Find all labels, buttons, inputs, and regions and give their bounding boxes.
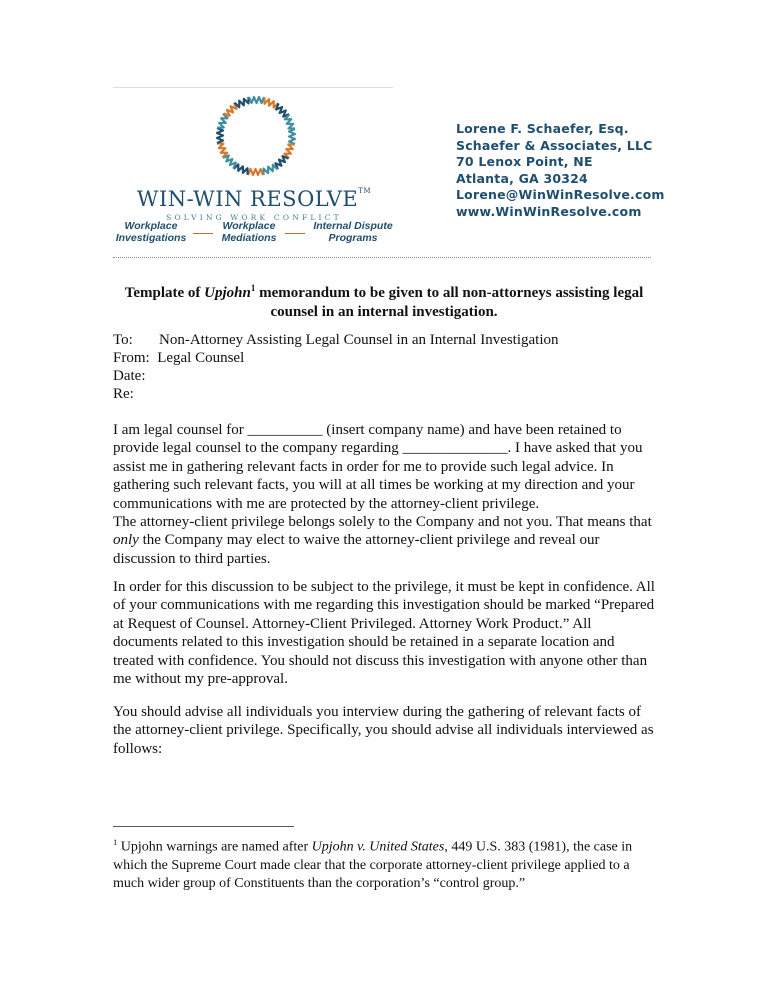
- contact-email[interactable]: Lorene@WinWinResolve.com: [456, 187, 665, 203]
- field-from: From: Legal Counsel: [113, 350, 245, 366]
- service-workplace-investigations: Workplace Investigations: [115, 220, 187, 244]
- contact-block: [456, 121, 665, 221]
- service-workplace-mediations: Workplace Mediations: [221, 220, 277, 244]
- brand-tagline: SOLVING WORK CONFLICT: [166, 213, 342, 222]
- contact-website[interactable]: www.WinWinResolve.com: [456, 203, 642, 219]
- field-re: Re:: [113, 386, 134, 402]
- logo-ring-icon: [201, 86, 311, 186]
- paragraph-advise-individuals: You should advise all individuals you interview during the gathering of relevant facts of the attorney-client privilege. Specifically, you should advise all individuals interviewed as follows:: [113, 704, 654, 757]
- service-separator: [285, 233, 305, 234]
- footnote-separator: [113, 826, 294, 827]
- contact-city: Atlanta, GA 30324: [456, 170, 588, 186]
- memo-fields: [113, 331, 653, 403]
- header-divider: [113, 257, 651, 258]
- field-date: Date:: [113, 368, 146, 384]
- contact-name: Lorene F. Schaefer, Esq.: [456, 121, 629, 136]
- contact-street: 70 Lenox Point, NE: [456, 154, 593, 170]
- service-internal-dispute-programs: Internal Dispute Programs: [313, 220, 393, 244]
- service-separator: [193, 233, 213, 234]
- memo-title: Template of Upjohn$^1$ memorandum to be given to all non-attorneys assisting legal counsel in an internal investigation.: [124, 283, 644, 320]
- paragraph-intro: I am legal counsel for __________ (insert company name) and have been retained to provide legal counsel to the company regarding ______________. I have asked that you assist me in gathering relevant facts in order for me to provide such legal advice. In gathering such relevant facts, you will at all times be working at my direction and your communications with me are protected by the attorney-client privilege. The attorney-client privilege belongs solely to the Company and not you. That means that only the Company may elect to waive the attorney-client privilege and reveal our discussion to third parties.: [113, 422, 652, 567]
- contact-firm: Schaefer & Associates, LLC: [456, 137, 653, 153]
- brand-name: WIN-WIN RESOLVE™: [136, 187, 372, 211]
- paragraph-confidentiality: In order for this discussion to be subject to the privilege, it must be kept in confidence. All of your communications with me regarding this investigation should be marked “Prepared at Request of Counsel. Attorney-Client Privileged. Attorney Work Product.” All documents related to this investigation should be retained in a separate location and treated with confidence. You should not discuss this investigation with anyone other than me without my pre-approval.: [113, 579, 655, 688]
- field-to: To: Non-Attorney Assisting Legal Counsel in an Internal Investigation: [113, 332, 559, 348]
- footnote: $^1$ Upjohn warnings are named after Upjohn v. United States, 449 U.S. 383 (1981), the case in which the Supreme Court made clear that the corporate attorney-client privilege applied to a much wider group of Constituents than the corporation’s “control group.”: [113, 837, 633, 892]
- win-win-resolve-logo: [113, 86, 395, 248]
